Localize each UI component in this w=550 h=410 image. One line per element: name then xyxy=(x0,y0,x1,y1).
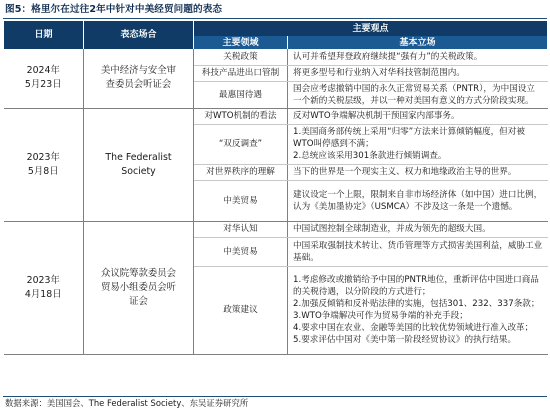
stance-cell xyxy=(288,65,548,81)
stance-text: 反对WTO争端解决机制干预国家内部事务。 xyxy=(293,111,460,121)
stance-cell xyxy=(288,266,548,354)
table-row xyxy=(4,221,548,237)
field-cell: 对WTO机制的看法 xyxy=(194,108,288,124)
occasion-cell: 美中经济与安全审 查委员会听证会 xyxy=(84,49,194,108)
field-cell: 中美贸易 xyxy=(194,237,288,266)
table-body xyxy=(4,49,548,354)
field-cell: 科技产品进出口管制 xyxy=(194,65,288,81)
field-cell: 对华认知 xyxy=(194,221,288,237)
stance-text: 当下的世界是一个现实主义、权力和地缘政治主导的世界。 xyxy=(293,167,517,177)
stance-text: 中国试图控制全球制造业，并成为领先的超级大国。 xyxy=(293,224,491,234)
header-occasion: 表态场合 xyxy=(84,21,194,49)
header-main-view: 主要观点 xyxy=(194,21,548,36)
field-cell: 对世界秩序的理解 xyxy=(194,164,288,180)
stance-cell xyxy=(288,164,548,180)
stance-text: 1.美国商务部传统上采用“归零”方法来计算倾销幅度，但对被WTO叫停感到不满； xyxy=(293,127,525,149)
stance-text: 3.WTO争端解决可作为贸易争端的补充手段； xyxy=(293,311,468,321)
stance-cell xyxy=(288,237,548,266)
stance-text: 认可并希望拜登政府继续提“强有力”的关税政策。 xyxy=(293,51,483,62)
stance-text: 2.总统应该采用301条款进行倾销调查。 xyxy=(293,151,447,161)
trade-stance-table xyxy=(3,21,548,355)
date-cell: 2023年 4月18日 xyxy=(4,221,84,354)
stance-text: 2.加强反倾销和反补贴法律的实施，包括301、232、337条款； xyxy=(293,299,540,309)
table-row xyxy=(4,49,548,65)
stance-cell xyxy=(288,124,548,164)
header-date: 日期 xyxy=(4,21,84,49)
stance-text: 4.要求中国在农业、金融等美国的比较优势领域进行准入改革； xyxy=(293,323,534,333)
field-cell: 关税政策 xyxy=(194,49,288,65)
stance-cell xyxy=(288,81,548,108)
occasion-cell: The Federalist Society xyxy=(84,108,194,221)
date-cell: 2024年 5月23日 xyxy=(4,49,84,108)
field-cell: 政策建议 xyxy=(194,266,288,354)
stance-cell xyxy=(288,49,548,65)
stance-cell xyxy=(288,108,548,124)
stance-text: 5.要求评估中国对《美中第一阶段经贸协议》的执行结果。 xyxy=(293,335,517,345)
date-cell: 2023年 5月8日 xyxy=(4,108,84,221)
header-field: 主要领域 xyxy=(194,36,288,49)
field-cell: “双反调查” xyxy=(194,124,288,164)
table-row xyxy=(4,108,548,124)
figure-title: 图5：格里尔在过往2年中针对中美经贸问题的表态 xyxy=(3,3,547,19)
field-cell: 最惠国待遇 xyxy=(194,81,288,108)
stance-cell xyxy=(288,221,548,237)
header-stance: 基本立场 xyxy=(288,36,548,49)
stance-text: 建议设定一个上限，限制来自非市场经济体（如中国）进口比例，认为《美加墨协定》（USMCA）不涉及这一条是一个遗憾。 xyxy=(293,189,543,212)
source-note: 数据来源：美国国会、The Federalist Society、东吴证券研究所 xyxy=(3,396,547,408)
field-cell: 中美贸易 xyxy=(194,180,288,221)
stance-text: 中国采取强制技术转让、货币管理等方式损害美国利益，威胁工业基础。 xyxy=(293,240,543,263)
stance-text: 将更多型号和行业纳入对华科技管制范围内。 xyxy=(293,68,465,78)
stance-text: 1.考虑修改或撤销给予中国的PNTR地位，重新评估中国进口商品的关税待遇，以分阶段的方式进行； xyxy=(293,275,539,297)
occasion-cell: 众议院筹款委员会 贸易小组委员会听 证会 xyxy=(84,221,194,354)
stance-cell xyxy=(288,180,548,221)
stance-text: 国会应考虑撤销中国的永久正常贸易关系（PNTR），为中国设立一个新的关税层级，并以一种对美国有意义的方式分阶段实现。 xyxy=(293,83,535,106)
